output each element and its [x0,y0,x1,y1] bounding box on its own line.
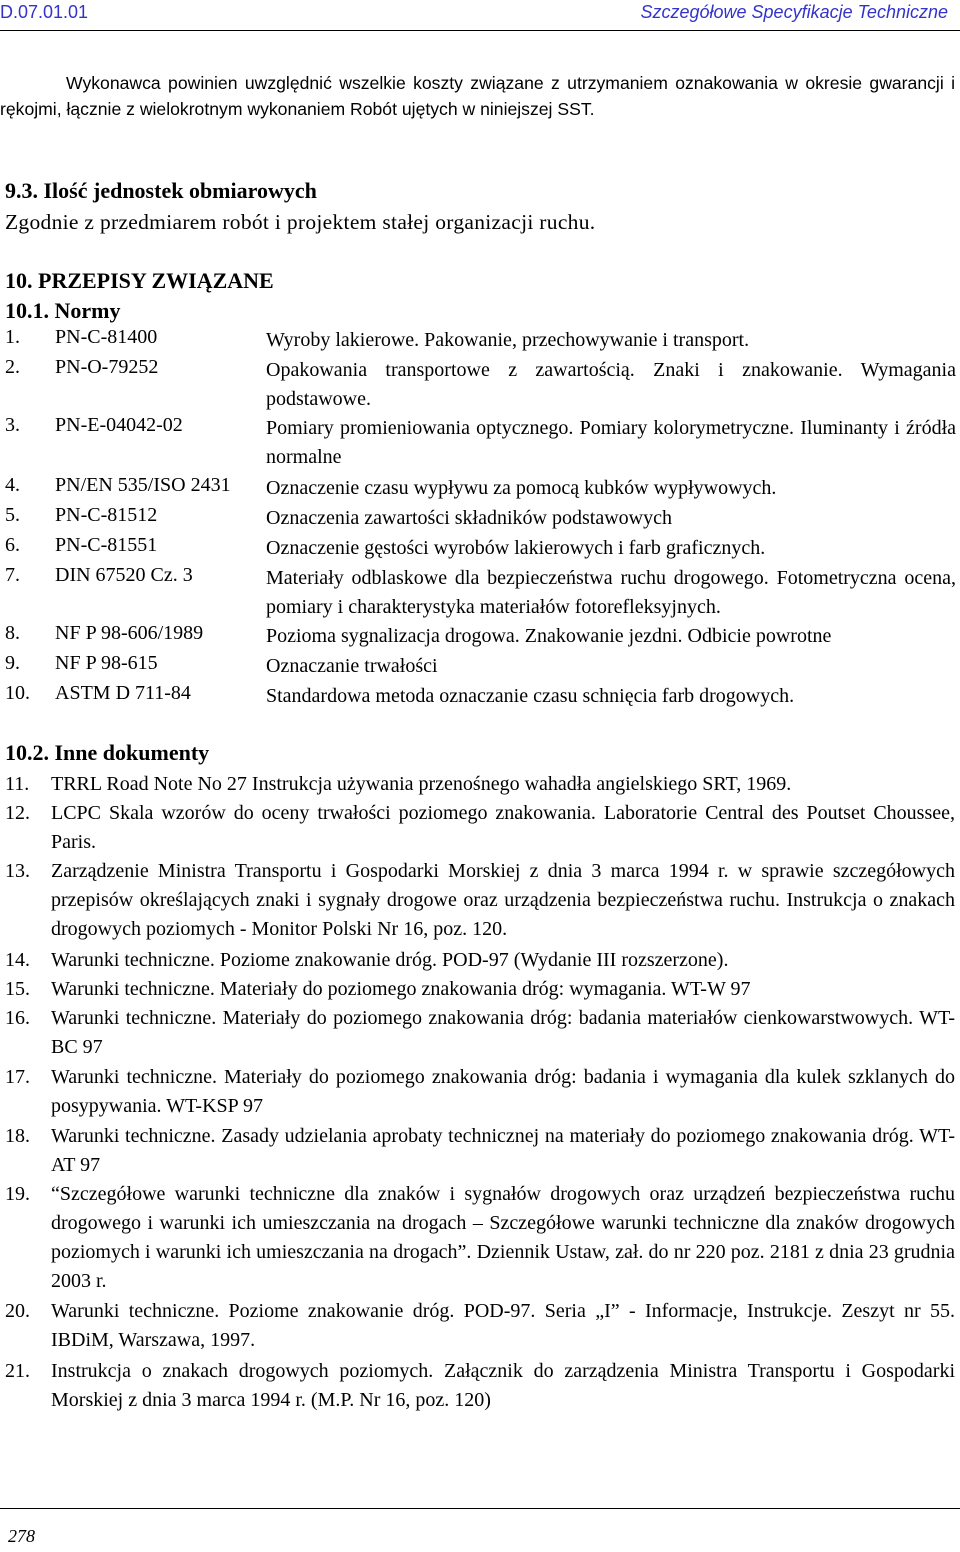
norm-desc: Oznaczenie czasu wypływu za pomocą kubków wypływowych. [266,477,777,499]
norm-number: 10. [5,682,30,704]
doc-code: D.07.01.01 [0,2,89,22]
document-text: TRRL Road Note No 27 Instrukcja używania przenośnego wahadła angielskiego SRT, 1969. [51,773,792,795]
norm-desc: Pomiary promieniowania optycznego. Pomiary kolorymetryczne. Iluminanty i źródła normalne [266,417,956,468]
norm-number: 9. [5,652,20,674]
footer-rule [0,1508,960,1509]
norm-code: ASTM D 711-84 [55,682,191,704]
norm-number: 3. [5,414,20,436]
heading-10-1: 10.1. Normy [5,298,121,323]
document-text: LCPC Skala wzorów do oceny trwałości poziomego znakowania. Laboratorie Central des Poutset Choussee, Paris. [51,802,955,853]
heading-10: 10. PRZEPISY ZWIĄZANE [5,268,274,293]
norm-desc: Standardowa metoda oznaczanie czasu schnięcia farb drogowych. [266,685,795,707]
document-text: Warunki techniczne. Materiały do poziomego znakowania dróg: badania materiałów cienkowarstwowych. WT-BC 97 [51,1007,955,1058]
document-text: Zarządzenie Ministra Transportu i Gospodarki Morskiej z dnia 3 marca 1994 r. w sprawie szczegółowych przepisów określających znaki i sygnały drogowe oraz urządzenia bezpieczeństwa ruchu. Instrukcja o znakach drogowych poziomych - Monitor Polski Nr 16, poz. 120. [51,860,955,940]
norm-desc: Oznaczenie gęstości wyrobów lakierowych i farb graficznych. [266,537,766,559]
header-rule [0,30,960,31]
document-number: 15. [5,978,30,1000]
norm-code: DIN 67520 Cz. 3 [55,564,193,586]
norm-desc: Pozioma sygnalizacja drogowa. Znakowanie jezdni. Odbicie powrotne [266,625,832,647]
norm-code: NF P 98-606/1989 [55,622,204,644]
norm-code: PN/EN 535/ISO 2431 [55,474,231,496]
norm-code: PN-O-79252 [55,356,159,378]
doc-title: Szczegółowe Specyfikacje Techniczne [640,2,948,22]
norm-code: PN-C-81400 [55,326,158,348]
page-header [0,0,960,34]
document-text: Warunki techniczne. Zasady udzielania aprobaty technicznej na materiały do poziomego znakowania dróg. WT-AT 97 [51,1125,955,1176]
document-number: 19. [5,1183,30,1205]
norm-number: 4. [5,474,20,496]
document-text: Warunki techniczne. Poziome znakowanie dróg. POD-97 (Wydanie III rozszerzone). [51,949,729,971]
norm-desc: Opakowania transportowe z zawartością. Znaki i znakowanie. Wymagania podstawowe. [266,359,956,410]
norm-number: 7. [5,564,20,586]
intro-paragraph: Wykonawca powinien uwzględnić wszelkie koszty związane z utrzymaniem oznakowania w okresie gwarancji i rękojmi, łącznie z wielokrotnym wykonaniem Robót ujętych w niniejszej SST. [0,73,955,119]
heading-10-2: 10.2. Inne dokumenty [5,740,210,765]
document-number: 12. [5,802,30,824]
norm-number: 1. [5,326,20,348]
heading-9-3: 9.3. Ilość jednostek obmiarowych [5,178,317,203]
document-number: 13. [5,860,30,882]
norm-desc: Oznaczenia zawartości składników podstawowych [266,507,672,529]
document-number: 21. [5,1360,30,1382]
document-text: Warunki techniczne. Poziome znakowanie dróg. POD-97. Seria „I” - Informacje, Instrukcje. Zeszyt nr 55. IBDiM, Warszawa, 1997. [51,1300,955,1351]
page-footer [0,1508,960,1546]
document-text: Warunki techniczne. Materiały do poziomego znakowania dróg: wymagania. WT-W 97 [51,978,751,1000]
document-number: 16. [5,1007,30,1029]
document-text: Instrukcja o znakach drogowych poziomych. Załącznik do zarządzenia Ministra Transportu i Gospodarki Morskiej z dnia 3 marca 1994 r. (M.P. Nr 16, poz. 120) [51,1360,955,1411]
document-number: 20. [5,1300,30,1322]
norm-desc: Materiały odblaskowe dla bezpieczeństwa ruchu drogowego. Fotometryczna ocena, pomiary i charakterystyka materiałów fotorefleksyjnych. [266,567,956,618]
document-number: 11. [5,773,30,795]
norm-number: 6. [5,534,20,556]
norm-desc: Wyroby lakierowe. Pakowanie, przechowywanie i transport. [266,329,750,351]
norm-code: PN-C-81551 [55,534,158,556]
paragraph-9-3: Zgodnie z przedmiarem robót i projektem stałej organizacji ruchu. [5,210,596,234]
norm-code: PN-E-04042-02 [55,414,183,436]
norm-number: 8. [5,622,20,644]
document-text: Warunki techniczne. Materiały do poziomego znakowania dróg: badania i wymagania dla kulek szklanych do posypywania. WT-KSP 97 [51,1066,955,1117]
document-number: 17. [5,1066,30,1088]
norm-number: 5. [5,504,20,526]
document-number: 14. [5,949,30,971]
document-text: “Szczegółowe warunki techniczne dla znaków i sygnałów drogowych oraz urządzeń bezpieczeństwa ruchu drogowego i warunki ich umieszczania na drogach – Szczegółowe warunki techniczne dla znaków drogowych poziomych i warunki ich umieszczania na drogach”. Dziennik Ustaw, zał. do nr 220 poz. 2181 z dnia 23 grudnia 2003 r. [51,1183,955,1292]
document-number: 18. [5,1125,30,1147]
norm-code: NF P 98-615 [55,652,158,674]
norm-code: PN-C-81512 [55,504,158,526]
page-number: 278 [8,1526,35,1546]
norm-desc: Oznaczanie trwałości [266,655,438,677]
norm-number: 2. [5,356,20,378]
